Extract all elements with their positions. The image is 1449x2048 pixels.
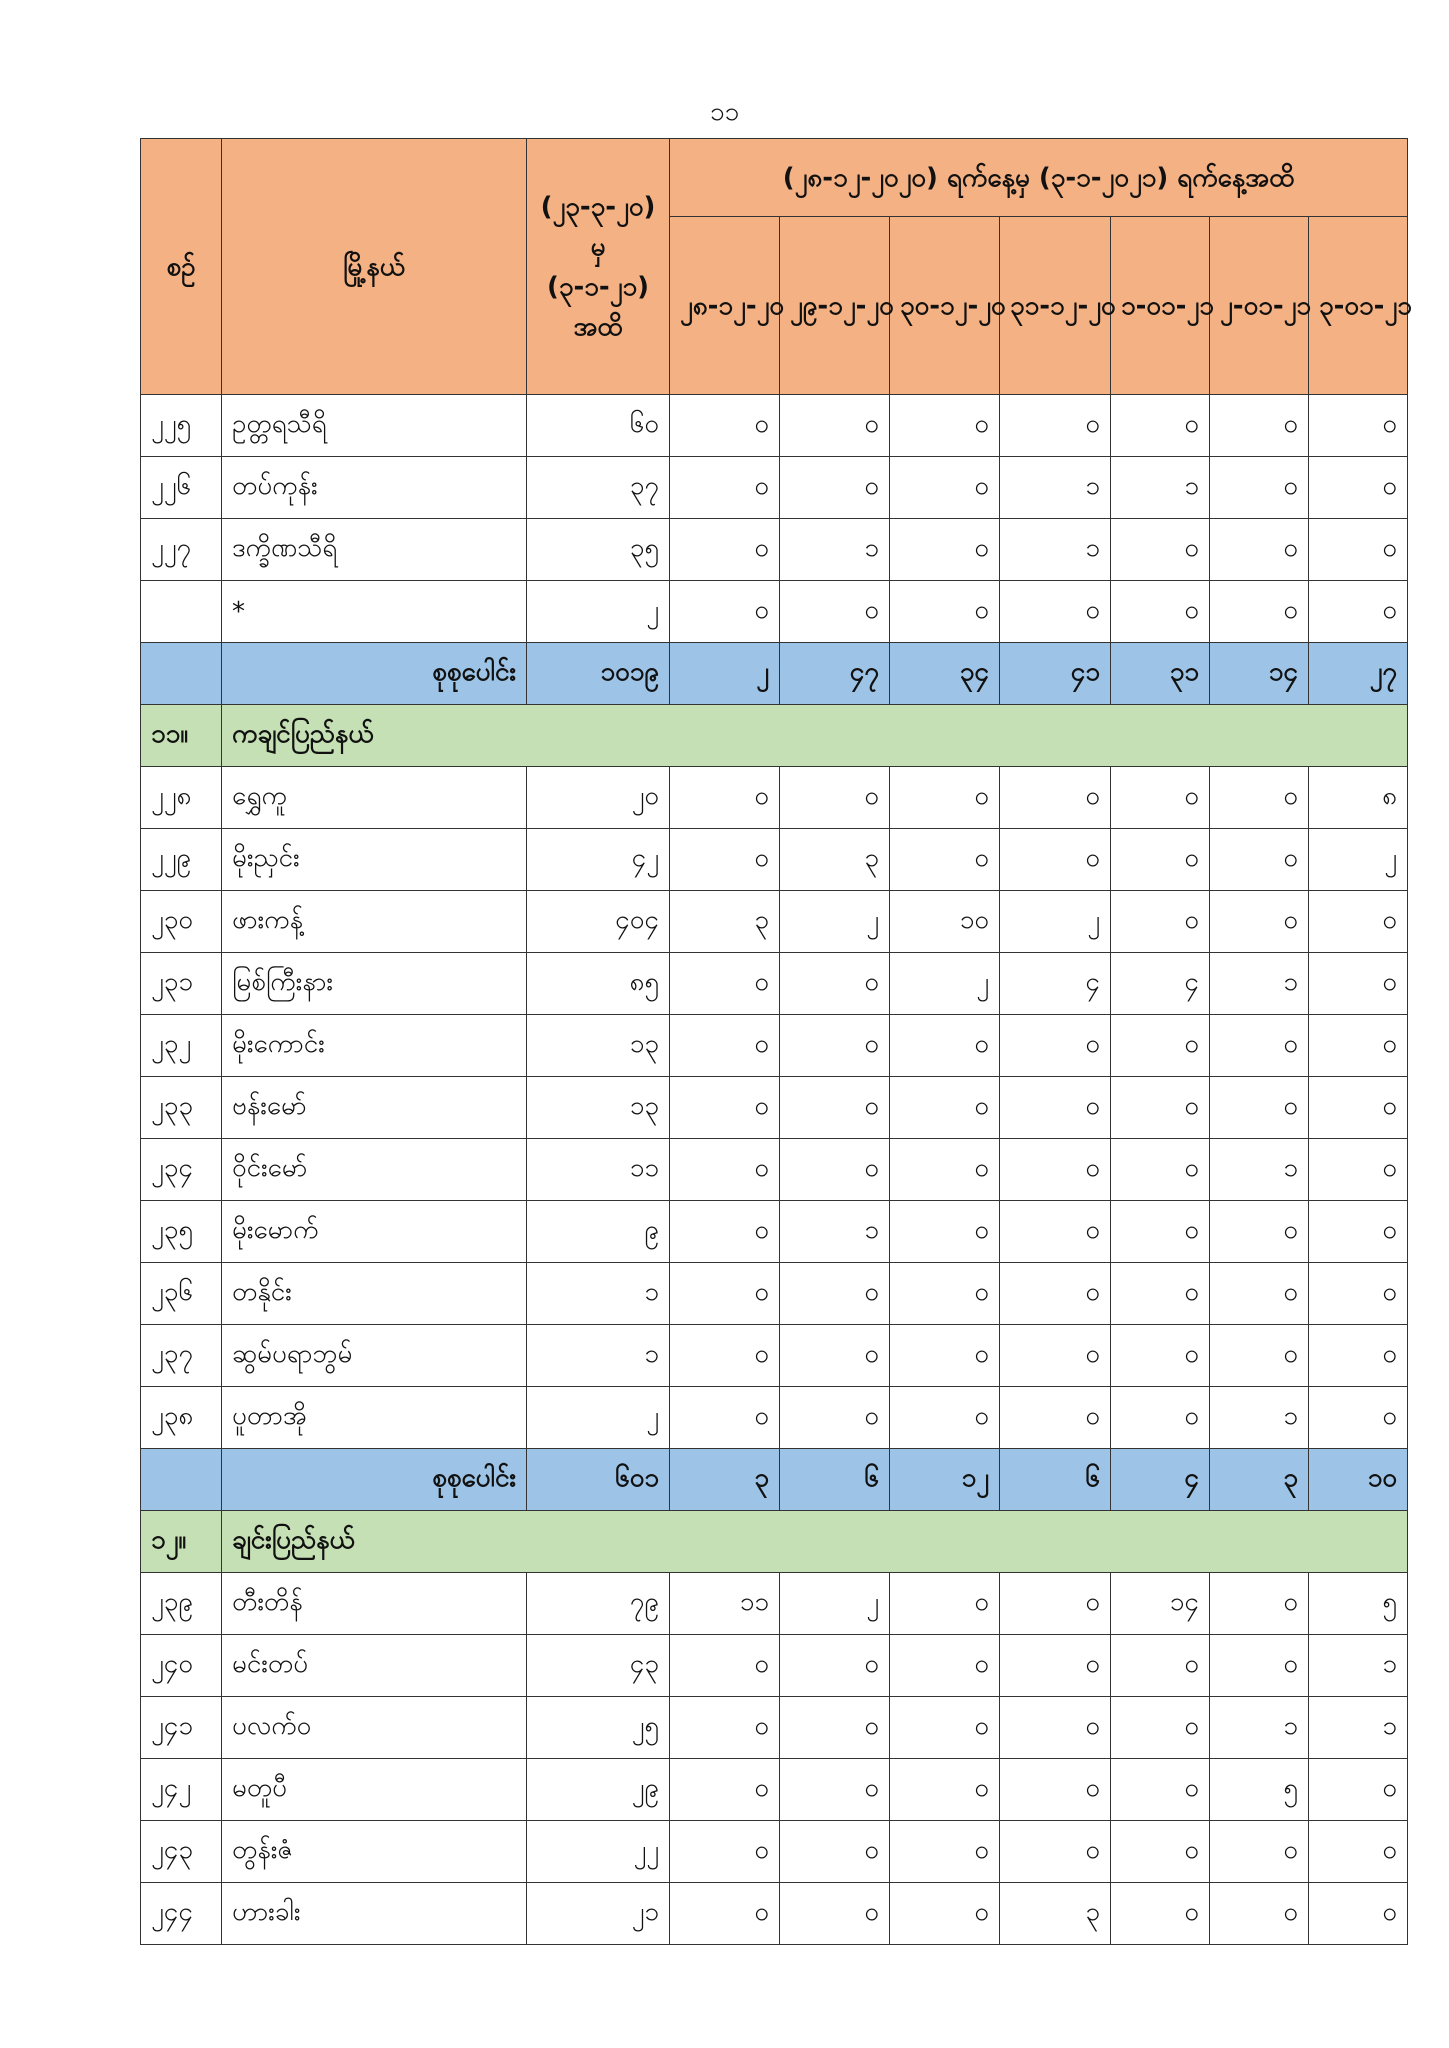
table-row [141, 1759, 1408, 1821]
daily-value: ၀ [1000, 1573, 1111, 1635]
township-name: တပ်ကုန်း [222, 457, 527, 519]
daily-value: ၀ [1210, 1883, 1309, 1945]
daily-value: ၀ [1111, 1201, 1210, 1263]
township-name: တီးတိန် [222, 1573, 527, 1635]
daily-value: ၀ [890, 1635, 1000, 1697]
township-name: တွန်းဇံ [222, 1821, 527, 1883]
total-period-value: ၁၀၁၉ [527, 643, 670, 705]
table-row [141, 1077, 1408, 1139]
daily-value: ၀ [1111, 519, 1210, 581]
period-total: ၁၃ [527, 1077, 670, 1139]
daily-value: ၂ [780, 891, 890, 953]
daily-value: ၀ [1111, 767, 1210, 829]
table-row [141, 395, 1408, 457]
period-total: ၄၂ [527, 829, 670, 891]
daily-value: ၀ [670, 1387, 780, 1449]
period-total: ၆၀ [527, 395, 670, 457]
daily-value: ၀ [1210, 829, 1309, 891]
daily-value: ၀ [1000, 1697, 1111, 1759]
daily-value: ၀ [1210, 1263, 1309, 1325]
row-serial: ၂၃၈ [141, 1387, 222, 1449]
total-daily-value: ၁၀ [1309, 1449, 1408, 1511]
daily-value: ၀ [890, 1139, 1000, 1201]
township-name: ပလက်ဝ [222, 1697, 527, 1759]
daily-value: ၂ [1000, 891, 1111, 953]
table-row [141, 767, 1408, 829]
table-row [141, 891, 1408, 953]
daily-value: ၀ [1309, 395, 1408, 457]
daily-value: ၀ [780, 1387, 890, 1449]
daily-value: ၀ [1210, 767, 1309, 829]
daily-value: ၀ [890, 1697, 1000, 1759]
table-row [141, 1015, 1408, 1077]
daily-value: ၀ [1000, 1325, 1111, 1387]
period-total: ၃၇ [527, 457, 670, 519]
total-daily-value: ၆ [1000, 1449, 1111, 1511]
header-serial: စဉ် [141, 139, 222, 395]
daily-value: ၀ [670, 1325, 780, 1387]
daily-value: ၀ [890, 1883, 1000, 1945]
period-total: ၂၅ [527, 1697, 670, 1759]
daily-value: ၀ [780, 1697, 890, 1759]
total-label: စုစုပေါင်း [222, 1449, 527, 1511]
daily-value: ၀ [890, 1387, 1000, 1449]
header-date: ၃-၀၁-၂၁ [1309, 217, 1408, 395]
row-serial: ၂၃၁ [141, 953, 222, 1015]
row-serial: ၂၃၇ [141, 1325, 222, 1387]
daily-value: ၃ [1000, 1883, 1111, 1945]
total-row [141, 643, 1408, 705]
daily-value: ၀ [1000, 1635, 1111, 1697]
section-row [141, 1511, 1408, 1573]
daily-value: ၀ [780, 1759, 890, 1821]
daily-value: ၃ [670, 891, 780, 953]
daily-value: ၀ [780, 1139, 890, 1201]
daily-value: ၁ [1210, 1697, 1309, 1759]
header-date: ၂-၀၁-၂၁ [1210, 217, 1309, 395]
daily-value: ၀ [1111, 1077, 1210, 1139]
total-daily-value: ၃၁ [1111, 643, 1210, 705]
period-total: ၂၉ [527, 1759, 670, 1821]
daily-value: ၀ [1309, 1325, 1408, 1387]
row-serial: ၂၂၆ [141, 457, 222, 519]
period-total: ၈၅ [527, 953, 670, 1015]
daily-value: ၀ [1111, 829, 1210, 891]
daily-value: ၀ [780, 395, 890, 457]
row-serial: ၂၂၅ [141, 395, 222, 457]
daily-value: ၀ [1111, 1821, 1210, 1883]
daily-value: ၀ [670, 1077, 780, 1139]
daily-value: ၀ [1210, 1015, 1309, 1077]
township-name: ဥတ္တရသီရိ [222, 395, 527, 457]
daily-value: ၀ [890, 1573, 1000, 1635]
header-date: ၂၉-၁၂-၂၀ [780, 217, 890, 395]
table-row [141, 519, 1408, 581]
period-total: ၃၅ [527, 519, 670, 581]
daily-value: ၀ [1210, 1635, 1309, 1697]
total-daily-value: ၄၁ [1000, 643, 1111, 705]
daily-value: ၀ [1309, 457, 1408, 519]
daily-value: ၀ [1000, 1201, 1111, 1263]
table-row [141, 1573, 1408, 1635]
daily-value: ၀ [1000, 1015, 1111, 1077]
period-total: ၉ [527, 1201, 670, 1263]
daily-value: ၃ [780, 829, 890, 891]
daily-value: ၀ [1111, 581, 1210, 643]
total-blank [141, 643, 222, 705]
daily-value: ၀ [670, 1263, 780, 1325]
daily-value: ၀ [1000, 1139, 1111, 1201]
page-number: ၁၁ [709, 97, 740, 127]
daily-value: ၀ [1111, 1387, 1210, 1449]
row-serial: ၂၃၅ [141, 1201, 222, 1263]
daily-value: ၀ [1210, 1077, 1309, 1139]
daily-value: ၀ [780, 457, 890, 519]
daily-value: ၂ [1309, 829, 1408, 891]
township-name: ပူတာအို [222, 1387, 527, 1449]
total-daily-value: ၁၄ [1210, 643, 1309, 705]
daily-value: ၀ [670, 1201, 780, 1263]
daily-value: ၀ [1309, 1263, 1408, 1325]
header-township: မြို့နယ် [222, 139, 527, 395]
daily-value: ၀ [670, 1821, 780, 1883]
case-table [140, 138, 1412, 1945]
daily-value: ၀ [780, 1015, 890, 1077]
daily-value: ၀ [1210, 457, 1309, 519]
header-date: ၃၀-၁၂-၂၀ [890, 217, 1000, 395]
total-blank [141, 1449, 222, 1511]
total-daily-value: ၄၇ [780, 643, 890, 705]
daily-value: ၁၁ [670, 1573, 780, 1635]
township-name: ဟားခါး [222, 1883, 527, 1945]
table-row [141, 829, 1408, 891]
daily-value: ၀ [890, 1201, 1000, 1263]
daily-value: ၀ [670, 1635, 780, 1697]
daily-value: ၀ [670, 395, 780, 457]
period-total: ၂ [527, 581, 670, 643]
daily-value: ၀ [1111, 891, 1210, 953]
daily-value: ၀ [670, 767, 780, 829]
daily-value: ၀ [780, 1263, 890, 1325]
daily-value: ၀ [670, 1759, 780, 1821]
township-name: ဒက္ခိဏသီရိ [222, 519, 527, 581]
daily-value: ၁၄ [1111, 1573, 1210, 1635]
table-row [141, 1387, 1408, 1449]
daily-value: ၀ [670, 829, 780, 891]
table-row [141, 581, 1408, 643]
table-row [141, 1201, 1408, 1263]
row-serial: ၂၄၃ [141, 1821, 222, 1883]
table-row [141, 1325, 1408, 1387]
total-daily-value: ၄ [1111, 1449, 1210, 1511]
total-daily-value: ၂၇ [1309, 643, 1408, 705]
period-total: ၂၂ [527, 1821, 670, 1883]
daily-value: ၀ [1210, 1573, 1309, 1635]
township-name: ဗန်းမော် [222, 1077, 527, 1139]
daily-value: ၀ [1000, 1387, 1111, 1449]
daily-value: ၀ [890, 1015, 1000, 1077]
row-serial [141, 581, 222, 643]
daily-value: ၀ [670, 519, 780, 581]
daily-value: ၀ [1111, 1635, 1210, 1697]
daily-value: ၀ [1000, 395, 1111, 457]
row-serial: ၂၄၂ [141, 1759, 222, 1821]
daily-value: ၀ [890, 767, 1000, 829]
daily-value: ၀ [1111, 1697, 1210, 1759]
period-total: ၄၃ [527, 1635, 670, 1697]
daily-value: ၀ [1309, 1821, 1408, 1883]
row-serial: ၂၂၈ [141, 767, 222, 829]
daily-value: ၀ [1000, 1759, 1111, 1821]
section-number: ၁၁။ [141, 705, 222, 767]
daily-value: ၁၀ [890, 891, 1000, 953]
table-body [141, 395, 1408, 1945]
total-daily-value: ၆ [780, 1449, 890, 1511]
daily-value: ၀ [1309, 1759, 1408, 1821]
daily-value: ၀ [1000, 829, 1111, 891]
daily-value: ၀ [890, 1263, 1000, 1325]
daily-value: ၀ [1000, 1263, 1111, 1325]
daily-value: ၁ [1210, 953, 1309, 1015]
daily-value: ၀ [670, 953, 780, 1015]
daily-value: ၁ [1309, 1697, 1408, 1759]
row-serial: ၂၃၆ [141, 1263, 222, 1325]
daily-value: ၀ [890, 581, 1000, 643]
table-row [141, 1821, 1408, 1883]
row-serial: ၂၂၉ [141, 829, 222, 891]
daily-value: ၂ [780, 1573, 890, 1635]
daily-value: ၀ [1210, 1325, 1309, 1387]
period-total: ၁ [527, 1263, 670, 1325]
township-name: * [222, 581, 527, 643]
period-total: ၇၉ [527, 1573, 670, 1635]
daily-value: ၀ [1111, 1883, 1210, 1945]
daily-value: ၀ [1210, 891, 1309, 953]
daily-value: ၀ [890, 1077, 1000, 1139]
daily-value: ၀ [890, 395, 1000, 457]
header-date: ၂၈-၁၂-၂၀ [670, 217, 780, 395]
daily-value: ၀ [1111, 1263, 1210, 1325]
header-date: ၁-၀၁-၂၁ [1111, 217, 1210, 395]
period-total: ၁၁ [527, 1139, 670, 1201]
row-serial: ၂၄၀ [141, 1635, 222, 1697]
period-total: ၂၁ [527, 1883, 670, 1945]
section-number: ၁၂။ [141, 1511, 222, 1573]
daily-value: ၀ [780, 1883, 890, 1945]
period-total: ၄၀၄ [527, 891, 670, 953]
row-serial: ၂၄၁ [141, 1697, 222, 1759]
daily-value: ၄ [1111, 953, 1210, 1015]
daily-value: ၀ [890, 1759, 1000, 1821]
daily-value: ၁ [780, 519, 890, 581]
daily-value: ၀ [1309, 1883, 1408, 1945]
daily-value: ၀ [1309, 519, 1408, 581]
period-total: ၁၃ [527, 1015, 670, 1077]
daily-value: ၀ [1111, 1759, 1210, 1821]
period-total: ၂၀ [527, 767, 670, 829]
daily-value: ၁ [1210, 1139, 1309, 1201]
daily-value: ၀ [1309, 1015, 1408, 1077]
daily-value: ၀ [890, 829, 1000, 891]
daily-value: ၀ [780, 1821, 890, 1883]
daily-value: ၀ [1309, 953, 1408, 1015]
total-daily-value: ၃ [670, 1449, 780, 1511]
daily-value: ၀ [670, 1697, 780, 1759]
table-row [141, 1139, 1408, 1201]
daily-value: ၈ [1309, 767, 1408, 829]
section-name: ကချင်ပြည်နယ် [222, 705, 1408, 767]
period-total: ၂ [527, 1387, 670, 1449]
daily-value: ၀ [890, 1325, 1000, 1387]
daily-value: ၁ [1000, 519, 1111, 581]
header-date-range: (၂၈-၁၂-၂၀၂၀) ရက်နေ့မှ (၃-၁-၂၀၂၁) ရက်နေ့အထိ [670, 139, 1408, 217]
daily-value: ၀ [890, 1821, 1000, 1883]
daily-value: ၁ [780, 1201, 890, 1263]
total-row [141, 1449, 1408, 1511]
daily-value: ၀ [670, 1883, 780, 1945]
daily-value: ၀ [670, 1015, 780, 1077]
daily-value: ၀ [1309, 891, 1408, 953]
daily-value: ၀ [1309, 1201, 1408, 1263]
township-name: ဖားကန့် [222, 891, 527, 953]
daily-value: ၀ [890, 519, 1000, 581]
daily-value: ၀ [670, 581, 780, 643]
total-period-value: ၆၀၁ [527, 1449, 670, 1511]
daily-value: ၀ [1210, 1821, 1309, 1883]
daily-value: ၀ [670, 1139, 780, 1201]
daily-value: ၄ [1000, 953, 1111, 1015]
daily-value: ၀ [780, 1077, 890, 1139]
daily-value: ၅ [1309, 1573, 1408, 1635]
daily-value: ၀ [1111, 1139, 1210, 1201]
table-row [141, 1697, 1408, 1759]
daily-value: ၁ [1111, 457, 1210, 519]
township-name: ဆွမ်ပရာဘွမ် [222, 1325, 527, 1387]
daily-value: ၀ [1309, 1139, 1408, 1201]
daily-value: ၁ [1309, 1635, 1408, 1697]
daily-value: ၀ [1000, 1077, 1111, 1139]
daily-value: ၁ [1210, 1387, 1309, 1449]
township-name: ရွှေကူ [222, 767, 527, 829]
daily-value: ၀ [780, 581, 890, 643]
row-serial: ၂၃၉ [141, 1573, 222, 1635]
daily-value: ၀ [1111, 1015, 1210, 1077]
section-name: ချင်းပြည်နယ် [222, 1511, 1408, 1573]
daily-value: ၅ [1210, 1759, 1309, 1821]
total-daily-value: ၂ [670, 643, 780, 705]
township-name: မင်းတပ် [222, 1635, 527, 1697]
township-name: မိုးညှင်း [222, 829, 527, 891]
daily-value: ၀ [1000, 581, 1111, 643]
daily-value: ၀ [1309, 1077, 1408, 1139]
daily-value: ၀ [1309, 1387, 1408, 1449]
table-row [141, 1263, 1408, 1325]
total-label: စုစုပေါင်း [222, 643, 527, 705]
daily-value: ၀ [780, 1635, 890, 1697]
daily-value: ၀ [1111, 395, 1210, 457]
township-name: တနိုင်း [222, 1263, 527, 1325]
township-name: မြစ်ကြီးနား [222, 953, 527, 1015]
row-serial: ၂၃၃ [141, 1077, 222, 1139]
table-row [141, 1635, 1408, 1697]
daily-value: ၀ [780, 767, 890, 829]
daily-value: ၀ [670, 457, 780, 519]
township-name: မိုးမောက် [222, 1201, 527, 1263]
row-serial: ၂၂၇ [141, 519, 222, 581]
daily-value: ၀ [1000, 767, 1111, 829]
daily-value: ၀ [1210, 581, 1309, 643]
row-serial: ၂၃၀ [141, 891, 222, 953]
daily-value: ၀ [890, 457, 1000, 519]
table-row [141, 1883, 1408, 1945]
header-period: (၂၃-၃-၂၀) မှ (၃-၁-၂၁) အထိ [527, 139, 670, 395]
row-serial: ၂၄၄ [141, 1883, 222, 1945]
daily-value: ၀ [780, 1325, 890, 1387]
total-daily-value: ၃ [1210, 1449, 1309, 1511]
total-daily-value: ၃၄ [890, 643, 1000, 705]
section-row [141, 705, 1408, 767]
daily-value: ၀ [1000, 1821, 1111, 1883]
daily-value: ၂ [890, 953, 1000, 1015]
daily-value: ၁ [1000, 457, 1111, 519]
header-date: ၃၁-၁၂-၂၀ [1000, 217, 1111, 395]
daily-value: ၀ [1111, 1325, 1210, 1387]
row-serial: ၂၃၄ [141, 1139, 222, 1201]
total-daily-value: ၁၂ [890, 1449, 1000, 1511]
table-row [141, 457, 1408, 519]
daily-value: ၀ [1210, 1201, 1309, 1263]
township-name: မိုးကောင်း [222, 1015, 527, 1077]
daily-value: ၀ [1210, 395, 1309, 457]
table-row [141, 953, 1408, 1015]
township-name: ဝိုင်းမော် [222, 1139, 527, 1201]
daily-value: ၀ [780, 953, 890, 1015]
daily-value: ၀ [1309, 581, 1408, 643]
township-name: မတူပီ [222, 1759, 527, 1821]
row-serial: ၂၃၂ [141, 1015, 222, 1077]
period-total: ၁ [527, 1325, 670, 1387]
daily-value: ၀ [1210, 519, 1309, 581]
